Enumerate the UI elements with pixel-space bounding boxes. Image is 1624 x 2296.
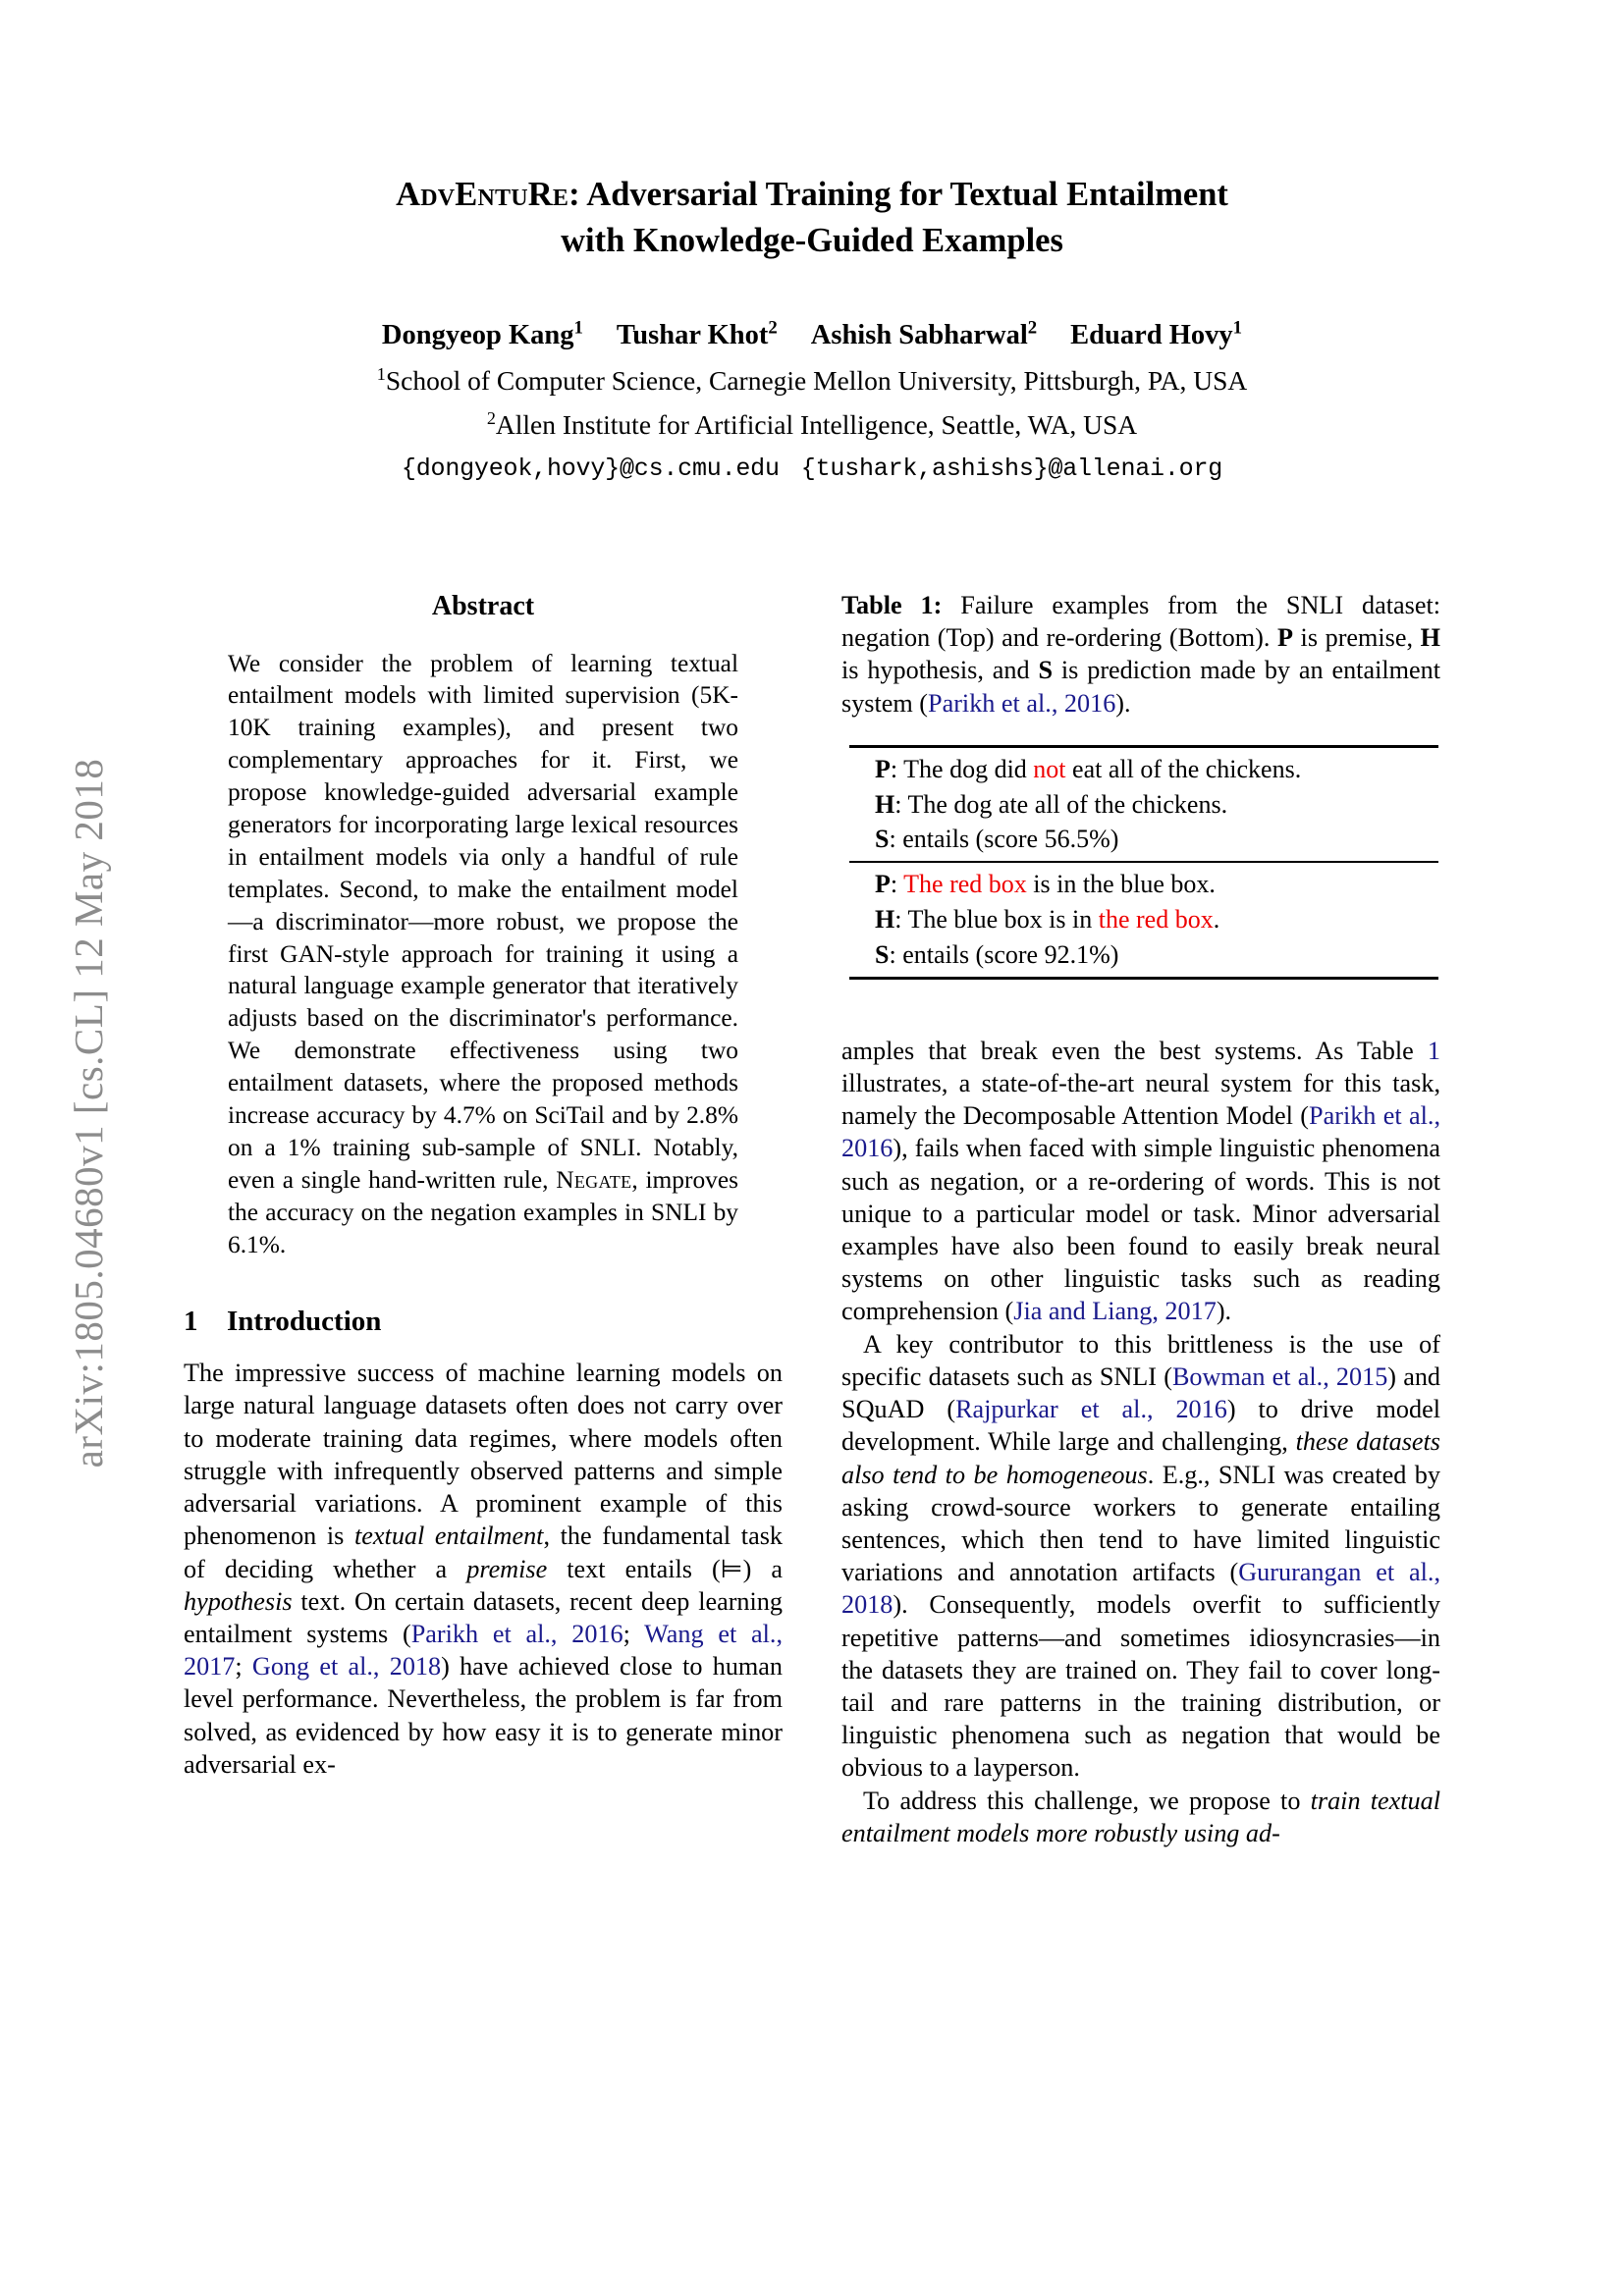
rc-p1-d: ).	[1216, 1297, 1232, 1326]
rc-p2-a: A key contributor to this brittleness is the use of specific datasets such as SNLI (	[841, 1329, 1440, 1391]
affiliation-1-marker: 2	[486, 408, 496, 429]
row-post: eat all of the chickens.	[1065, 754, 1302, 783]
rc-p1-b: illustrates, a state-of-the-art neural system for this task, namely the Decomposable Attention Model (	[841, 1068, 1440, 1131]
affiliation-0-marker: 1	[376, 363, 386, 384]
table-1-caption-e: ).	[1115, 688, 1131, 718]
row-label: S	[875, 939, 890, 969]
citation-parikh-2016-rc[interactable]: Parikh et al., 2016	[841, 1101, 1440, 1163]
affiliation-1	[184, 405, 1440, 444]
affiliation-0-text: School of Computer Science, Carnegie Mellon University, Pittsburgh, PA, USA	[385, 365, 1248, 397]
right-column	[841, 589, 1440, 1849]
email-right: {tushark,ashishs}@allenai.org	[800, 454, 1223, 484]
row-label: H	[875, 789, 895, 819]
title-line1-rest: : Adversarial Training for Textual Entailment	[568, 176, 1228, 213]
row-label: S	[875, 825, 890, 854]
table-1-caption-d: is prediction made by an entailment system (	[841, 656, 1440, 718]
citation-bowman-2015[interactable]: Bowman et al., 2015	[1171, 1362, 1388, 1391]
rc-italic-homogeneous: these datasets also tend to be homogeneous	[841, 1427, 1440, 1489]
intro-sep-2: ;	[235, 1652, 252, 1682]
table-row	[849, 746, 1438, 786]
abstract-text-a: We consider the problem of learning textual entailment models with limited supervision (5K-10K training examples), and present two complementary approaches for it. First, we propose knowledge-guided adversarial example generators for incorporating large lexical resources in entailment models via only a handful of rule templates. Second, to make the entailment model—a discriminator—more robust, we propose the first GAN-style approach for training it using a natural language example generator that iteratively adjusts based on the discriminator's performance. We demonstrate effectiveness using two entailment datasets, where the proposed methods increase accuracy by 4.7% on SciTail and by 2.8% on a 1% training sub-sample of SNLI. Notably, even a single hand-written rule,	[228, 649, 738, 1194]
section-title: Introduction	[227, 1306, 382, 1338]
author-2	[810, 317, 1038, 350]
row-label: H	[875, 905, 895, 934]
section-number: 1	[184, 1306, 198, 1338]
citation-rajpurkar-2016[interactable]: Rajpurkar et al., 2016	[955, 1395, 1227, 1424]
title-line2: with Knowledge-Guided Examples	[561, 221, 1063, 259]
rc-p2-b: ) and SQuAD (	[841, 1362, 1441, 1424]
table-row	[849, 822, 1438, 862]
table-1-caption-c: is hypothesis, and	[841, 656, 1039, 685]
right-paragraph-3	[841, 1785, 1440, 1849]
citation-gururangan-2018[interactable]: Gururangan et al., 2018	[841, 1558, 1440, 1620]
email-line	[184, 454, 1440, 483]
table-row	[849, 787, 1438, 823]
table-spacer	[841, 980, 1440, 1035]
table-cell-g1r0	[849, 862, 1438, 902]
affiliation-0	[184, 361, 1440, 400]
author-3-name: Eduard Hovy	[1070, 319, 1233, 350]
intro-text-c: text entails (⊨) a	[547, 1554, 783, 1583]
table-row	[849, 902, 1438, 937]
row-post: is in the blue box.	[1026, 870, 1216, 899]
abstract-text-b: , improves the accuracy on the negation examples in SNLI by 6.1%.	[228, 1165, 738, 1258]
author-0-marker: 1	[573, 317, 583, 339]
row-pre: : entails (score 92.1%)	[889, 939, 1119, 969]
row-highlight: not	[1033, 754, 1066, 783]
table-cell-g0r0	[849, 746, 1438, 786]
author-list	[184, 315, 1440, 355]
intro-text-d: text. On certain datasets, recent deep learning entailment systems (	[184, 1586, 783, 1648]
abstract-negate-rule: Negate	[556, 1165, 632, 1194]
section-heading-introduction	[184, 1304, 783, 1340]
abstract-heading: Abstract	[431, 591, 535, 621]
email-left: {dongyeok,hovy}@cs.cmu.edu	[401, 454, 780, 484]
intro-text-e: ) have achieved close to human level performance. Nevertheless, the problem is far from solved, as evidenced by how easy it is to generate minor adversarial ex-	[184, 1652, 783, 1779]
table-row	[849, 937, 1438, 978]
table-1-caption	[841, 589, 1440, 720]
rc-p3-a: To address this challenge, we propose to	[863, 1786, 1311, 1815]
rc-italic-train-robustly: train textual entailment models more robustly using ad-	[841, 1786, 1440, 1847]
table-1-caption-label: Table 1:	[841, 591, 943, 619]
page-title	[184, 172, 1440, 264]
table-1	[849, 745, 1438, 980]
affiliation-1-text: Allen Institute for Artificial Intelligence, Seattle, WA, USA	[495, 409, 1138, 441]
table-1-caption-S: S	[1038, 656, 1054, 685]
author-0-name: Dongyeop Kang	[381, 319, 574, 350]
right-paragraph-1	[841, 1035, 1440, 1328]
rc-p2-c: ) to drive model development. While large and challenging,	[841, 1395, 1440, 1457]
rc-p1-a: amples that break even the best systems. As Table	[841, 1036, 1428, 1065]
rc-p2-d: . E.g., SNLI was created by asking crowd-source workers to generate entailing sentences, which then tend to have limited linguistic variations and annotation artifacts (	[841, 1460, 1440, 1587]
table-cell-g0r2	[849, 822, 1438, 862]
citation-jia-liang-2017[interactable]: Jia and Liang, 2017	[1013, 1297, 1217, 1326]
citation-wang-2017[interactable]: Wang et al., 2017	[184, 1619, 784, 1682]
rc-p2-e: ). Consequently, models overfit to sufficiently repetitive patterns—and sometimes idiosyncrasies—in the datasets they are trained on. They fail to cover long-tail and rare patterns in the training distribution, or linguistic phenomena such as negation that would be obvious to a layperson.	[841, 1590, 1440, 1783]
author-2-marker: 2	[1027, 317, 1038, 339]
intro-sep-1: ;	[623, 1619, 645, 1648]
row-pre: : The dog ate all of the chickens.	[894, 789, 1228, 819]
row-pre: : entails (score 56.5%)	[889, 825, 1119, 854]
table-1-caption-b: is premise,	[1292, 623, 1421, 653]
intro-italic-hypothesis: hypothesis	[184, 1586, 293, 1616]
table-1-caption-a: Failure examples from the SNLI dataset: negation (Top) and re-ordering (Bottom).	[841, 591, 1440, 653]
table-reference-1[interactable]: 1	[1427, 1036, 1440, 1065]
author-3-marker: 1	[1232, 317, 1243, 339]
citation-parikh-2016[interactable]: Parikh et al., 2016	[410, 1619, 623, 1648]
table-cell-g1r1	[849, 902, 1438, 937]
intro-paragraph-1	[184, 1357, 783, 1781]
row-pre: : The dog did	[890, 754, 1034, 783]
table-1-caption-H: H	[1420, 623, 1440, 653]
author-2-name: Ashish Sabharwal	[810, 319, 1028, 350]
author-1-name: Tushar Khot	[616, 319, 769, 350]
citation-gong-2018[interactable]: Gong et al., 2018	[251, 1652, 442, 1682]
row-pre: : The blue box is in	[894, 905, 1099, 934]
paper-header	[184, 172, 1440, 483]
author-3	[1070, 317, 1243, 350]
row-label: P	[875, 754, 891, 783]
title-smallcaps: AdvEntuRe	[396, 176, 569, 213]
author-1	[616, 317, 778, 350]
abstract-body	[228, 648, 738, 1261]
table-1-caption-P: P	[1276, 623, 1293, 653]
row-highlight: the red box	[1098, 905, 1214, 934]
intro-text-a: The impressive success of machine learning models on large natural language datasets often does not carry over to moderate training data regimes, where models often struggle with infrequently observed patterns and simple adversarial variations. A prominent example of this phenomenon is	[184, 1359, 783, 1551]
rc-p1-c: ), fails when faced with simple linguistic phenomena such as negation, or a re-ordering of words. This is not unique to a particular model or task. Minor adversarial examples have also been found to easily break neural systems on other linguistic tasks such as reading comprehension (	[841, 1134, 1440, 1326]
intro-text-b: , the fundamental task of deciding whether a	[184, 1522, 783, 1583]
row-pre: :	[890, 870, 904, 899]
author-1-marker: 2	[768, 317, 778, 339]
row-post: .	[1213, 905, 1220, 934]
row-label: P	[875, 870, 891, 899]
citation-parikh-2016-caption[interactable]: Parikh et al., 2016	[928, 688, 1116, 718]
left-column	[184, 589, 783, 1781]
intro-italic-textual-entailment: textual entailment	[354, 1522, 544, 1551]
table-cell-g0r1	[849, 787, 1438, 823]
table-cell-g1r2	[849, 937, 1438, 978]
right-paragraph-2	[841, 1328, 1440, 1785]
table-row	[849, 862, 1438, 902]
arxiv-stamp-text: arXiv:1805.04680v1 [cs.CL] 12 May 2018	[66, 758, 111, 1468]
intro-italic-premise: premise	[466, 1554, 548, 1583]
row-highlight: The red box	[903, 870, 1027, 899]
author-0	[381, 317, 583, 350]
abstract-paragraph	[228, 648, 738, 1261]
